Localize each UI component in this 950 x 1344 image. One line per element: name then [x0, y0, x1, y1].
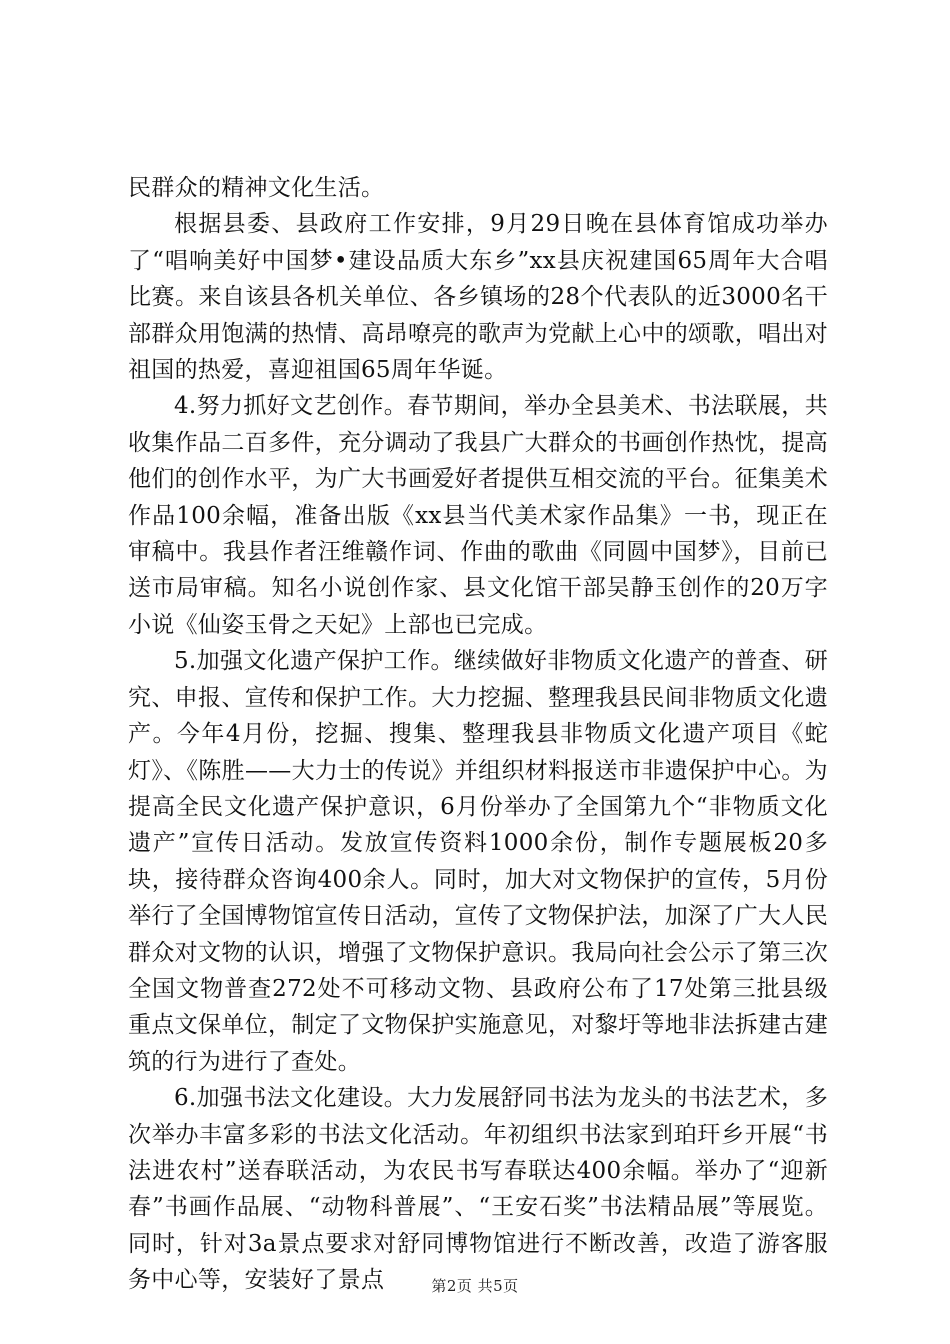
- page-number-footer: 第2页 共5页: [431, 1277, 519, 1295]
- paragraph-art-creation: 4.努力抓好文艺创作。春节期间，举办全县美术、书法联展，共收集作品二百多件，充分调动了我县广大群众的书画创作热忱，提高他们的创作水平，为广大书画爱好者提供互相交流的平台。征集美术作品100余幅，准备出版《xx县当代美术家作品集》一书，现正在审稿中。我县作者汪维赣作词、作曲的歌曲《同圆中国梦》，目前已送市局审稿。知名小说创作家、县文化馆干部吴静玉创作的20万字小说《仙姿玉骨之天妃》上部也已完成。: [128, 393, 828, 638]
- paragraph-concert-event: 根据县委、县政府工作安排，9月29日晚在县体育馆成功举办了“唱响美好中国梦•建设品质大东乡”xx县庆祝建国65周年大合唱比赛。来自该县各机关单位、各乡镇场的28个代表队的近3000名干部群众用饱满的热情、高昂嘹亮的歌声为党献上心中的颂歌，唱出对祖国的热爱，喜迎祖国65周年华诞。: [128, 211, 828, 384]
- paragraph-heritage-protection: 5.加强文化遗产保护工作。继续做好非物质文化遗产的普查、研究、申报、宣传和保护工作。大力挖掘、整理我县民间非物质文化遗产。今年4月份，挖掘、搜集、整理我县非物质文化遗产项目《蛇灯》、《陈胜——大力士的传说》并组织材料报送市非遗保护中心。为提高全民文化遗产保护意识，6月份举办了全国第九个“非物质文化遗产”宣传日活动。发放宣传资料1000余份，制作专题展板20多块，接待群众咨询400余人。同时，加大对文物保护的宣传，5月份举行了全国博物馆宣传日活动，宣传了文物保护法，加深了广大人民群众对文物的认识，增强了文物保护意识。我局向社会公示了第三次全国文物普查272处不可移动文物、县政府公布了17处第三批县级重点文保单位，制定了文物保护实施意见，对黎圩等地非法拆建古建筑的行为进行了查处。: [128, 648, 828, 1075]
- paragraph-calligraphy-culture: 6.加强书法文化建设。大力发展舒同书法为龙头的书法艺术，多次举办丰富多彩的书法文化活动。年初组织书法家到珀玕乡开展“书法进农村”送春联活动，为农民书写春联达400余幅。举办了“迎新春”书画作品展、“动物科普展”、“王安石奖”书法精品展”等展览。同时，针对3a景点要求对舒同博物馆进行不断改善，改造了游客服务中心等，安装好了景点: [128, 1085, 828, 1294]
- document-body: [128, 170, 828, 1299]
- paragraph-continuation: 民群众的精神文化生活。: [128, 175, 385, 201]
